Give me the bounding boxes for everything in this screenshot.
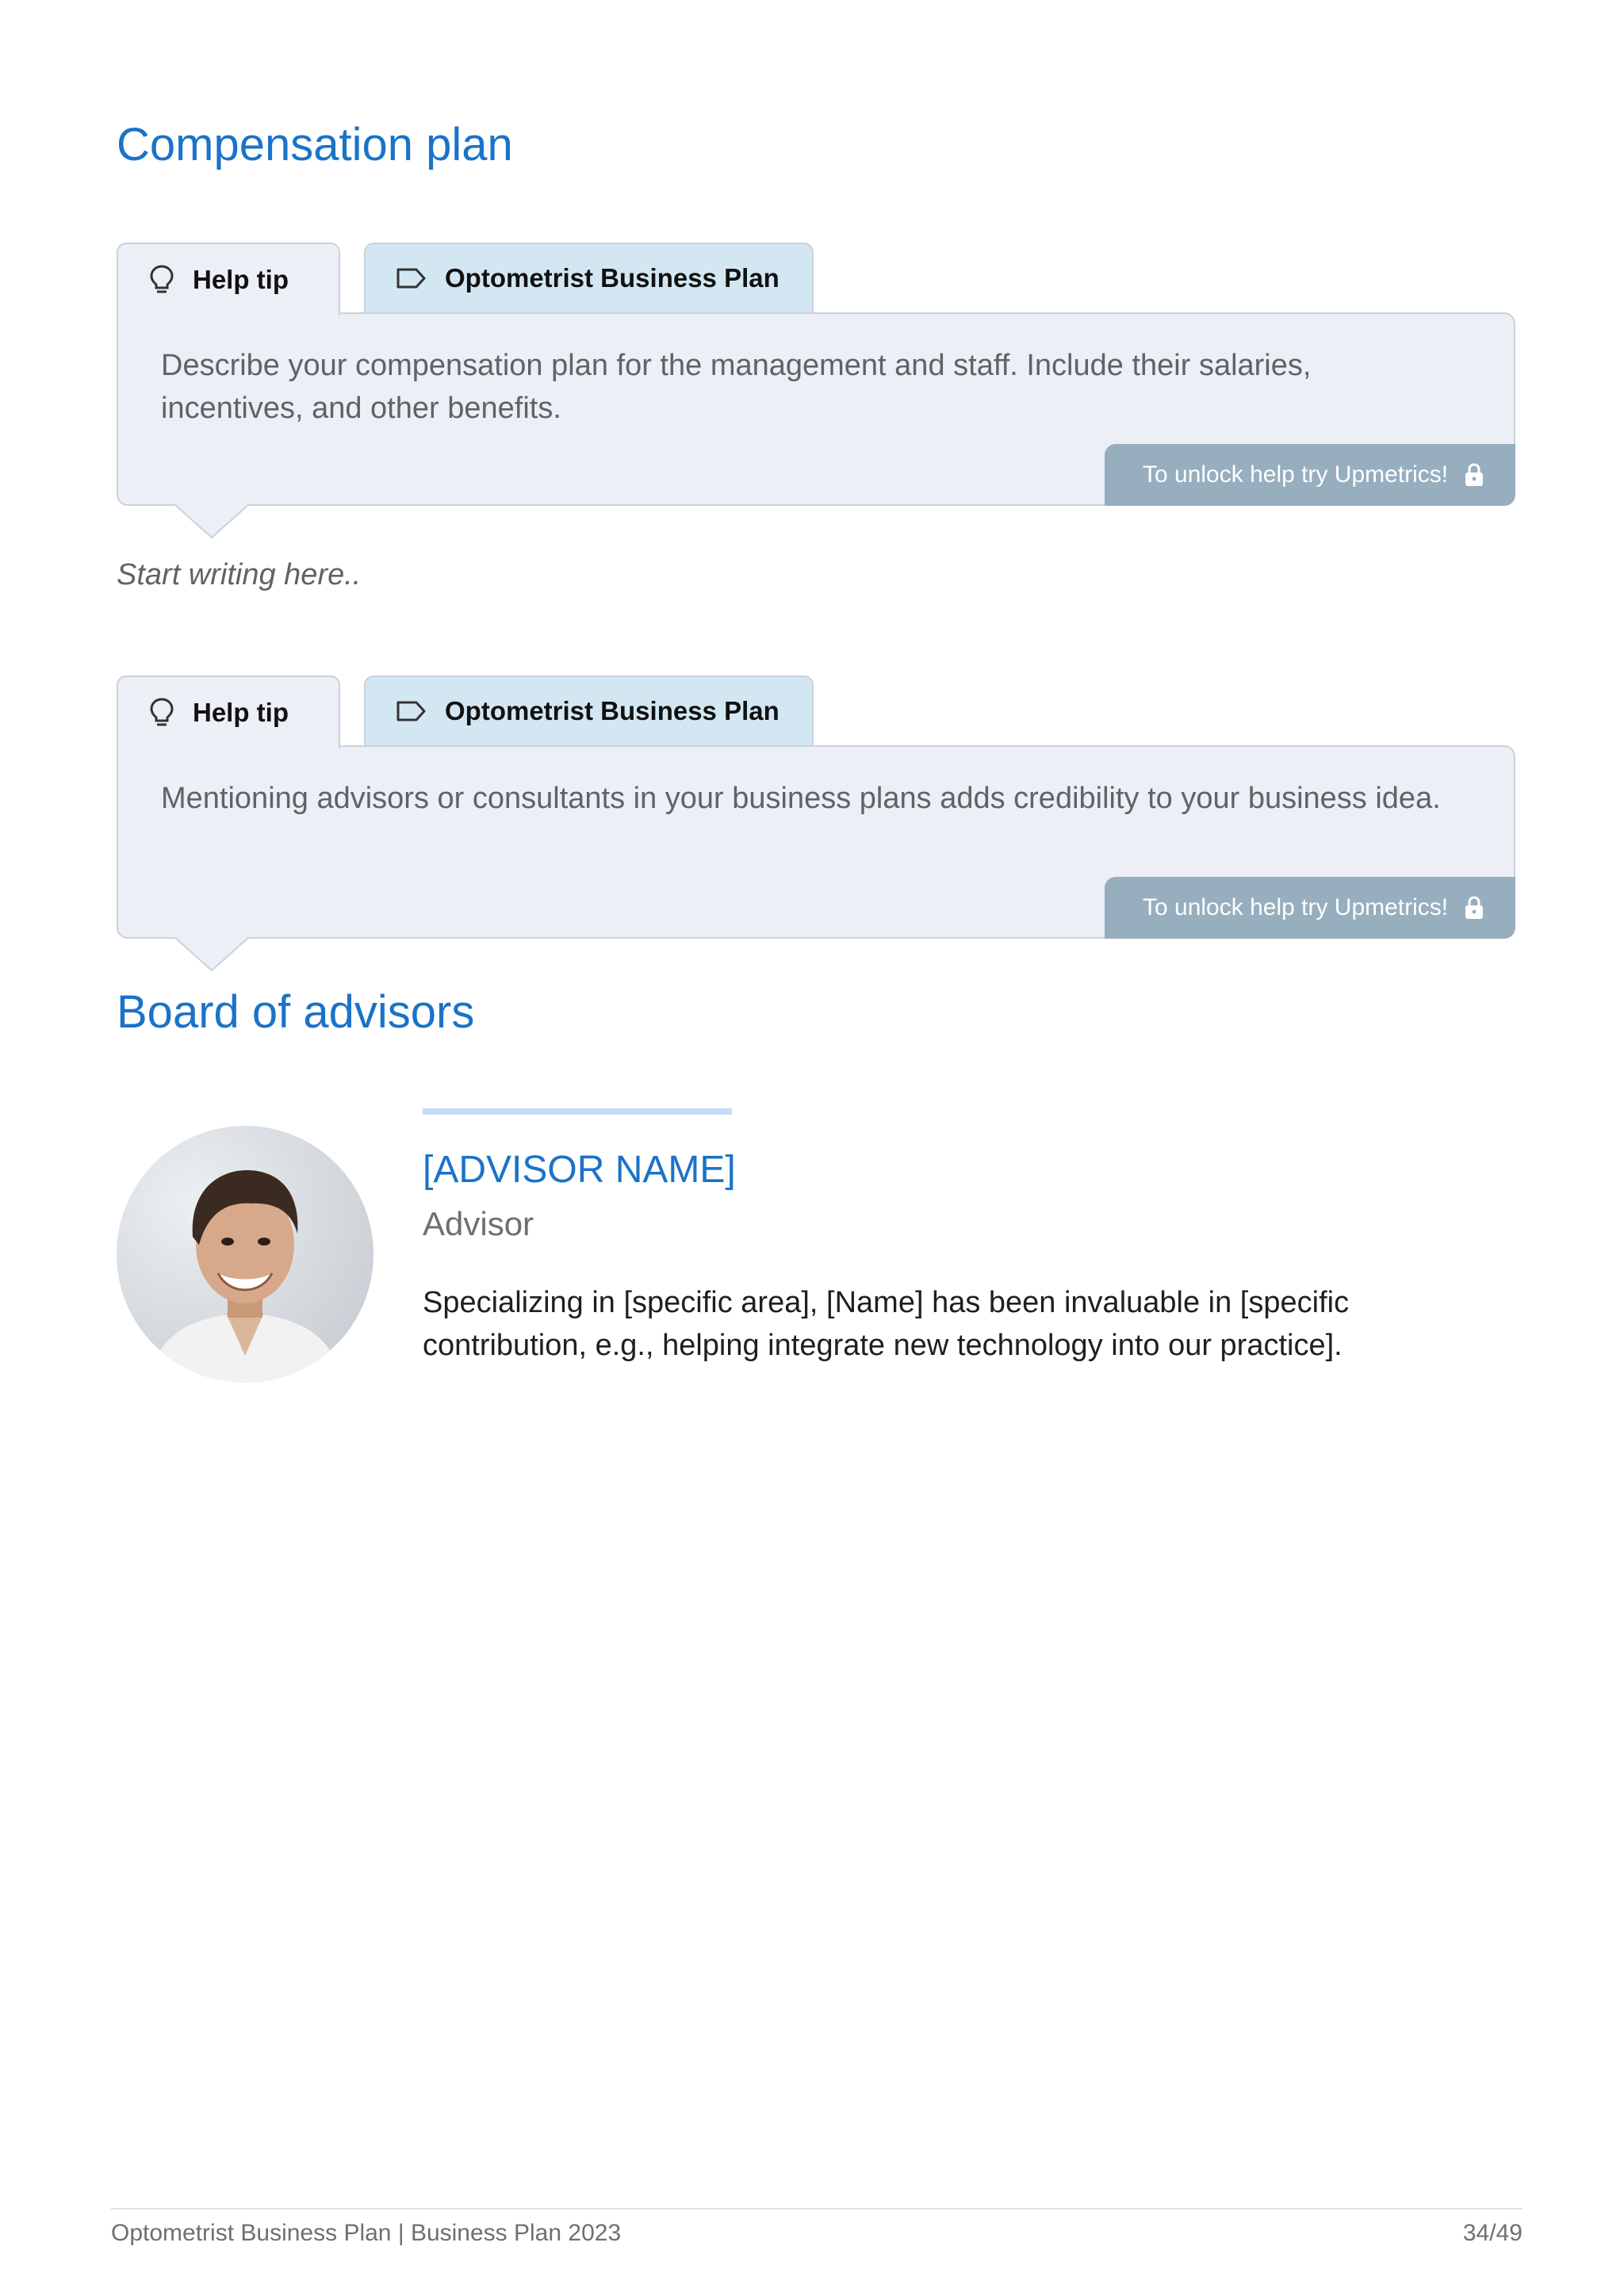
- tab-plan-name-label: Optometrist Business Plan: [445, 696, 779, 725]
- help-tip-text: Mentioning advisors or consultants in your business plans adds credibility to your business idea.: [161, 782, 1441, 815]
- tab-plan-name[interactable]: [364, 675, 814, 745]
- help-tip-text: Describe your compensation plan for the management and staff. Include their salaries, incentives, and other benefits.: [161, 349, 1312, 425]
- section-title-advisors: Board of advisors: [117, 986, 475, 1038]
- tab-help-tip-label: Help tip: [193, 698, 289, 727]
- tag-icon: [396, 699, 427, 723]
- tip-pointer: [174, 937, 250, 972]
- help-tip-box: [117, 745, 1515, 939]
- tab-help-tip[interactable]: [117, 243, 340, 316]
- advisor-avatar: [117, 1126, 373, 1383]
- unlock-help-label: To unlock help try Upmetrics!: [1143, 894, 1449, 920]
- lightbulb-icon: [148, 264, 175, 296]
- section-title-compensation: Compensation plan: [117, 119, 513, 170]
- advisor-accent-bar: [423, 1108, 732, 1115]
- tab-help-tip-label: Help tip: [193, 265, 289, 294]
- tab-plan-name[interactable]: [364, 243, 814, 312]
- tag-icon: [396, 266, 427, 290]
- tab-help-tip[interactable]: [117, 675, 340, 748]
- help-tip-block: [117, 675, 1515, 970]
- footer-page-number: 34/49: [1462, 2220, 1522, 2246]
- footer-document-title: Optometrist Business Plan | Business Plan 2023: [111, 2220, 622, 2246]
- lock-icon: [1464, 895, 1484, 920]
- advisor-bio: Specializing in [specific area], [Name] has been invaluable in [specific contribution, e.g., helping integrate new technology into our practice].: [423, 1286, 1350, 1362]
- help-tip-block: [117, 243, 1515, 538]
- tab-plan-name-label: Optometrist Business Plan: [445, 263, 779, 293]
- lock-icon: [1464, 462, 1484, 488]
- unlock-help-label: To unlock help try Upmetrics!: [1143, 461, 1449, 488]
- help-tip-box: [117, 312, 1515, 506]
- writing-placeholder[interactable]: Start writing here..: [117, 558, 362, 591]
- unlock-help-button[interactable]: [1105, 877, 1515, 939]
- footer-divider: [111, 2208, 1522, 2210]
- unlock-help-button[interactable]: [1105, 444, 1515, 506]
- advisor-name: [ADVISOR NAME]: [423, 1149, 736, 1191]
- lightbulb-icon: [148, 697, 175, 729]
- advisor-role: Advisor: [423, 1205, 534, 1242]
- tip-pointer: [174, 504, 250, 539]
